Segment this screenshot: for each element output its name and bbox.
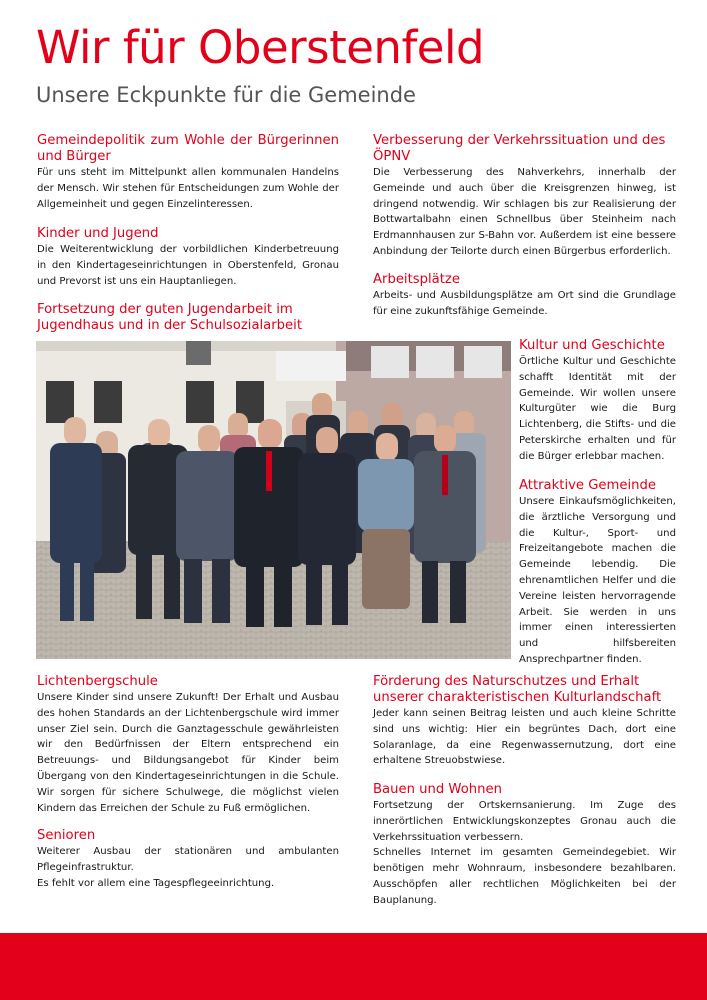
section-text: Fortsetzung der Ortskernsanierung. Im Zuge des innerörtlichen Entwicklungskonzeptes Gronau auch die Verkehrssituation verbessern. bbox=[373, 800, 676, 843]
page-subtitle: Unsere Eckpunkte für die Gemeinde bbox=[36, 83, 416, 107]
section-heading: Kinder und Jugend bbox=[37, 226, 159, 241]
section-heading: Kultur und Geschichte bbox=[519, 338, 665, 353]
section-bauen-wohnen bbox=[373, 782, 676, 909]
section-attraktive-gemeinde bbox=[519, 478, 676, 668]
section-heading: Verbesserung der Verkehrssituation und des ÖPNV bbox=[373, 133, 666, 164]
section-text: Örtliche Kultur und Geschichte schafft Identität mit der Gemeinde. Wir wollen unsere Kulturgüter wie die Burg Lichtenberg, die Stifts- und die Peterskirche erhalten und für die Bürger erlebbar machen. bbox=[519, 356, 676, 462]
section-naturschutz bbox=[373, 674, 676, 769]
section-heading: Gemeindepolitik zum Wohle der Bürgerinnen und Bürger bbox=[37, 133, 339, 164]
section-jugendarbeit bbox=[37, 302, 339, 334]
section-lichtenbergschule bbox=[37, 674, 339, 816]
section-text: Arbeits- und Ausbildungsplätze am Ort sind die Grundlage für eine zukunftsfähige Gemeinde. bbox=[373, 290, 676, 317]
section-text: Unsere Kinder sind unsere Zukunft! Der Erhalt und Ausbau des hohen Standards an der Lichtenbergschule wird immer unser Ziel sein. Durch die Ganztagesschule gewährleisten wir den Bedürfnissen der Eltern entsprechend ein Betreuungs- und Bildungsangebot für Kinder beim Übergang von den Kindertageseinrichtungen in die Schule. Wir sorgen für sichere Schulwege, die möglichst vielen Kindern das Erreichen der Schule zu Fuß ermöglichen. bbox=[37, 692, 339, 814]
section-arbeitsplaetze bbox=[373, 272, 676, 320]
section-heading: Bauen und Wohnen bbox=[373, 782, 502, 797]
section-text: Die Verbesserung des Nahverkehrs, innerhalb der Gemeinde und auch über die Kreisgrenzen hinweg, ist dringend notwendig. Wir schlagen bis zur Realisierung der Bottwartalbahn einen Schnellbus über Steinheim nach Erdmannhausen zur S-Bahn vor. Außerdem ist eine bessere Anbindung der Teilorte durch einen Bürgerbus erforderlich. bbox=[373, 167, 676, 257]
section-heading: Arbeitsplätze bbox=[373, 272, 460, 287]
section-text: Für uns steht im Mittelpunkt allen kommunalen Handelns der Mensch. Wir stehen für Entscheidungen zum Wohle der Allgemeinheit und gegen Einzelinteressen. bbox=[37, 167, 339, 210]
section-heading: Attraktive Gemeinde bbox=[519, 478, 657, 493]
group-photo bbox=[36, 341, 511, 659]
section-verkehr bbox=[373, 133, 676, 260]
section-kultur bbox=[519, 338, 676, 465]
section-text: Weiterer Ausbau der stationären und ambulanten Pflegeinfrastruktur. bbox=[37, 846, 339, 873]
section-heading: Förderung des Naturschutzes und Erhalt unserer charakteristischen Kulturlandschaft bbox=[373, 674, 662, 705]
section-senioren bbox=[37, 828, 339, 891]
section-heading: Fortsetzung der guten Jugendarbeit im Jugendhaus und in der Schulsozialarbeit bbox=[37, 302, 303, 333]
section-text: Die Weiterentwicklung der vorbildlichen Kinderbetreuung in den Kindertageseinrichtungen in Oberstenfeld, Gronau und Prevorst ist uns ein Hauptanliegen. bbox=[37, 244, 339, 287]
section-heading: Senioren bbox=[37, 828, 96, 843]
page-title: Wir für Oberstenfeld bbox=[36, 21, 485, 74]
section-text-2: Schnelles Internet im gesamten Gemeindegebiet. Wir benötigen mehr Wohnraum, insbesondere bezahlbaren. Ausschöpfen aller rechtlichen Möglichkeiten bei der Bauplanung. bbox=[373, 847, 676, 906]
section-heading: Lichtenbergschule bbox=[37, 674, 158, 689]
section-text: Jeder kann seinen Beitrag leisten und auch kleine Schritte sind uns wichtig: Hier ein begrüntes Dach, dort eine Solaranlage, da eine Regenwassernutzung, dort eine erhaltene Streuobstwiese. bbox=[373, 708, 676, 767]
section-kinder-jugend bbox=[37, 226, 339, 289]
footer-bar bbox=[0, 933, 707, 1000]
section-text: Unsere Einkaufsmöglichkeiten, die ärztliche Versorgung und die Kultur-, Sport- und Freizeitangebote machen die Gemeinde lebendig. Die ehrenamtlichen Helfer und die Vereine leisten hervorragende Arbeit. Sie werden in uns immer einen interessierten und hilfsbereiten Ansprechpartner finden. bbox=[519, 496, 676, 665]
section-gemeindepolitik bbox=[37, 133, 339, 212]
section-text-2: Es fehlt vor allem eine Tagespflegeeinrichtung. bbox=[37, 877, 275, 889]
